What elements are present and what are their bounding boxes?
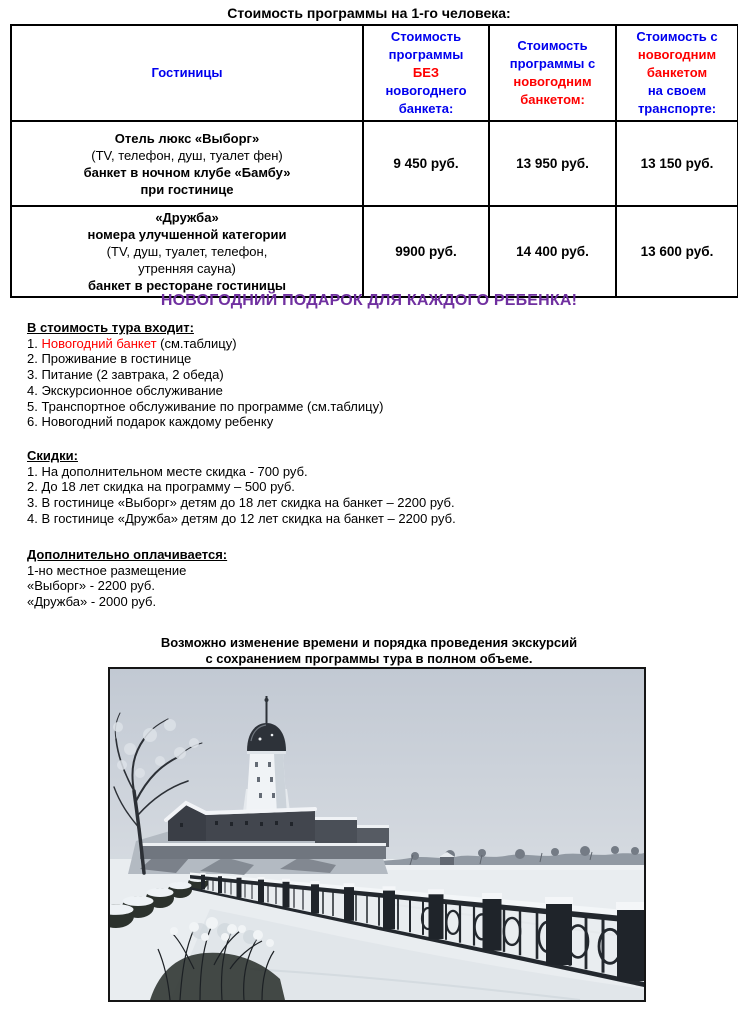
- header-price-with-banquet: [489, 25, 616, 121]
- extra-pay-item-3: «Дружба» - 2000 руб.: [27, 594, 157, 610]
- hotel-druzhba-banquet: банкет в ресторане гостиницы: [87, 278, 287, 293]
- header-col4-part2: новогодним банкетом: [637, 47, 717, 80]
- extra-pay-section: [27, 547, 227, 610]
- includes-item-3: 3. Питание (2 завтрака, 2 обеда): [27, 367, 224, 383]
- discounts-item-2: 2. До 18 лет скидка на программу – 500 руб.: [27, 479, 295, 495]
- hotel-vyborg-name: Отель люкс «Выборг»: [114, 130, 260, 146]
- druzhba-price-with: 14 400 руб.: [489, 206, 616, 297]
- header-price-without-banquet: [363, 25, 489, 121]
- table-header-row: [11, 25, 738, 121]
- table-row-vyborg: [11, 121, 738, 206]
- header-col3-part1: Стоимость программы с: [509, 38, 596, 71]
- vyborg-castle-winter-photo: [108, 667, 646, 1002]
- includes-item-1: [27, 336, 383, 352]
- hotel-vyborg-banquet-line2: при гостинице: [140, 181, 234, 197]
- hotel-druzhba-amenities-line2: утренняя сауна): [138, 261, 236, 276]
- includes-section: [27, 320, 383, 430]
- header-hotels: [11, 25, 363, 121]
- header-col2-part2: БЕЗ: [412, 65, 440, 80]
- hotel-druzhba-category: номера улучшенной категории: [87, 227, 287, 242]
- hotel-druzhba-name: «Дружба»: [155, 210, 219, 225]
- druzhba-price-transport: 13 600 руб.: [616, 206, 738, 297]
- header-col4-part3: на своем транспорте:: [637, 83, 717, 116]
- includes-item-5: 5. Транспортное обслуживание по программе (см.таблицу): [27, 398, 384, 414]
- discounts-section: [27, 448, 456, 527]
- extra-pay-item-2: «Выборг» - 2200 руб.: [27, 578, 155, 594]
- hotel-vyborg-amenities: (TV, телефон, душ, туалет фен): [91, 147, 283, 163]
- extra-pay-item-1: 1-но местное размещение: [27, 562, 187, 578]
- includes-item-6: 6. Новогодний подарок каждому ребенку: [27, 414, 274, 430]
- gift-banner: НОВОГОДНИЙ ПОДАРОК ДЛЯ КАЖДОГО РЕБЕНКА!: [160, 292, 578, 309]
- header-col2-part1: Стоимость программы: [388, 29, 464, 62]
- schedule-note-line2: с сохранением программы тура в полном объеме.: [205, 650, 533, 666]
- includes-item-1-banquet: Новогодний банкет: [41, 335, 157, 351]
- schedule-note-line1: Возможно изменение времени и порядка проведения экскурсий: [160, 635, 578, 650]
- hotel-druzhba-amenities-line1: (TV, душ, туалет, телефон,: [106, 244, 268, 259]
- header-hotels-label: Гостиницы: [151, 65, 223, 80]
- includes-heading: В стоимость тура входит:: [27, 320, 194, 335]
- includes-item-4: 4. Экскурсионное обслуживание: [27, 382, 223, 398]
- schedule-note: [0, 635, 738, 666]
- header-col4-part1: Стоимость с: [636, 29, 718, 44]
- includes-item-1-number: 1.: [27, 335, 42, 351]
- includes-item-1-note: (см.таблицу): [156, 335, 237, 351]
- includes-item-2: 2. Проживание в гостинице: [27, 351, 192, 367]
- vyborg-price-without: 9 450 руб.: [363, 121, 489, 206]
- discounts-item-3: 3. В гостинице «Выборг» детям до 18 лет скидка на банкет – 2200 руб.: [27, 495, 455, 511]
- druzhba-price-without: 9900 руб.: [363, 206, 489, 297]
- table-row-druzhba: [11, 206, 738, 297]
- extra-pay-heading: Дополнительно оплачивается:: [27, 547, 228, 562]
- page-title: Стоимость программы на 1-го человека:: [227, 5, 511, 21]
- vyborg-price-transport: 13 150 руб.: [616, 121, 738, 206]
- hotel-druzhba-cell: [11, 206, 363, 297]
- price-table: [10, 24, 738, 298]
- discounts-heading: Скидки:: [27, 448, 78, 463]
- vyborg-price-with: 13 950 руб.: [489, 121, 616, 206]
- hotel-vyborg-banquet-line1: банкет в ночном клубе «Бамбу»: [83, 164, 291, 180]
- header-col2-part3: новогоднего банкета:: [385, 83, 467, 116]
- header-col3-part2: новогодним банкетом:: [513, 74, 592, 107]
- discounts-item-1: 1. На дополнительном месте скидка - 700 руб.: [27, 463, 308, 479]
- winter-scene-illustration: [110, 669, 644, 1000]
- hotel-vyborg-cell: [11, 121, 363, 206]
- header-price-own-transport: [616, 25, 738, 121]
- discounts-item-4: 4. В гостинице «Дружба» детям до 12 лет скидка на банкет – 2200 руб.: [27, 510, 456, 526]
